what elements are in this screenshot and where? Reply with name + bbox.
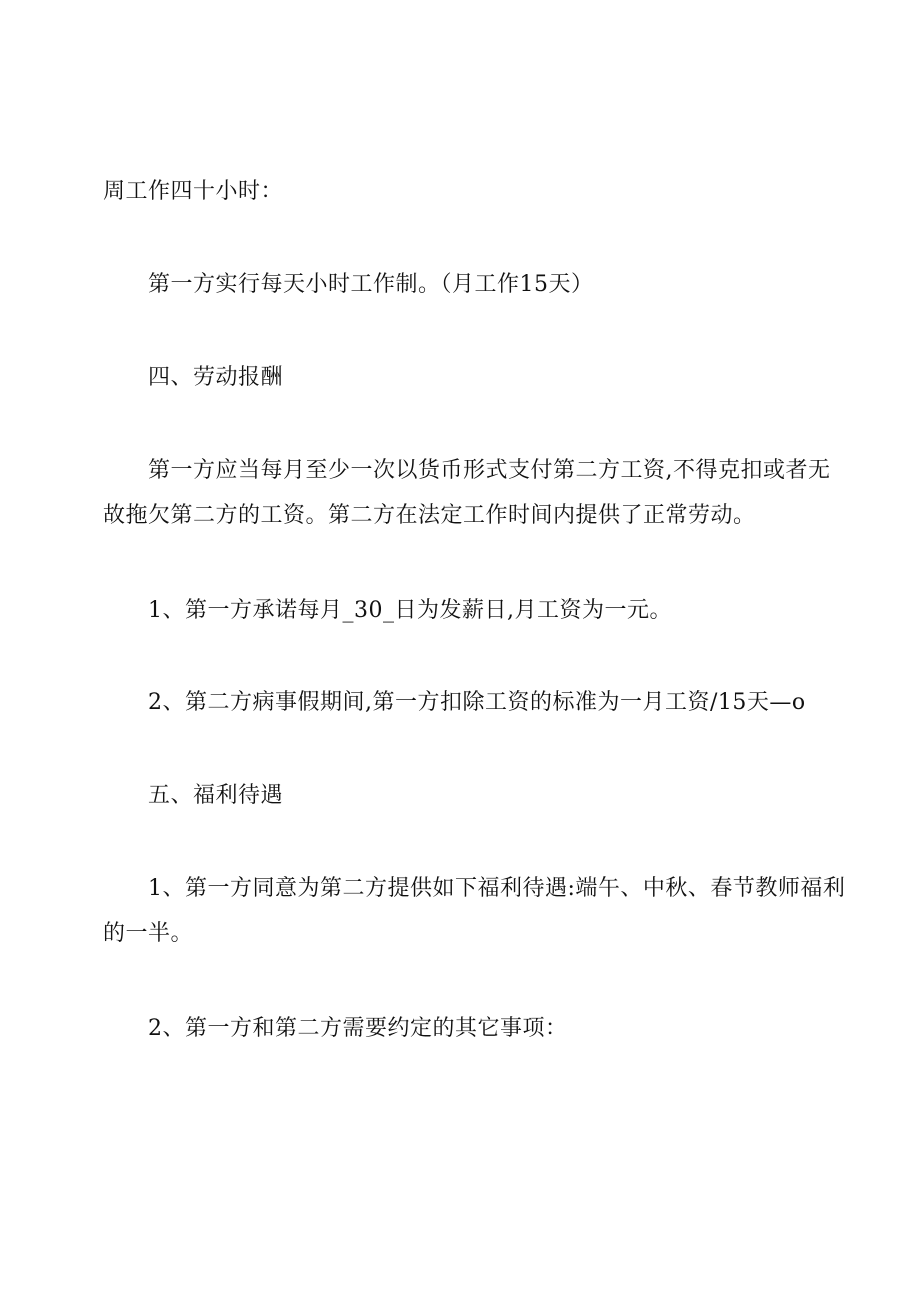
section-heading-welfare: [103, 773, 823, 818]
paragraph-daily-work-system: [103, 262, 823, 307]
paragraph-line: 的一半。: [103, 921, 194, 946]
paragraph-other-matters: [103, 1006, 823, 1051]
heading-text: 五、福利待遇: [148, 783, 284, 808]
heading-text: 四、劳动报酬: [148, 365, 284, 390]
paragraph-line: 第一方应当每月至少一次以货币形式支付第二方工资,不得克扣或者无: [148, 458, 831, 483]
paragraph-weekly-hours: [103, 169, 823, 214]
paragraph-payday: [103, 588, 823, 633]
paragraph-text: 2、第一方和第二方需要约定的其它事项：: [148, 1016, 568, 1041]
paragraph-line: 故拖欠第二方的工资。第二方在法定工作时间内提供了正常劳动。: [103, 503, 756, 528]
paragraph-text: 2、第二方病事假期间,第一方扣除工资的标准为一月工资/15天—o: [148, 690, 806, 715]
paragraph-text: 第一方实行每天小时工作制。（月工作15天）: [148, 272, 594, 297]
paragraph-text: 周工作四十小时：: [103, 179, 284, 204]
paragraph-wage-payment: [103, 448, 831, 538]
paragraph-leave-deduction: [103, 680, 823, 725]
paragraph-line: 1、第一方同意为第二方提供如下福利待遇:端午、中秋、春节教师福利: [148, 876, 846, 901]
paragraph-text: 1、第一方承诺每月_30_日为发薪日,月工资为一元。: [148, 598, 672, 623]
paragraph-welfare-benefits: [103, 866, 846, 956]
section-heading-remuneration: [103, 355, 823, 400]
